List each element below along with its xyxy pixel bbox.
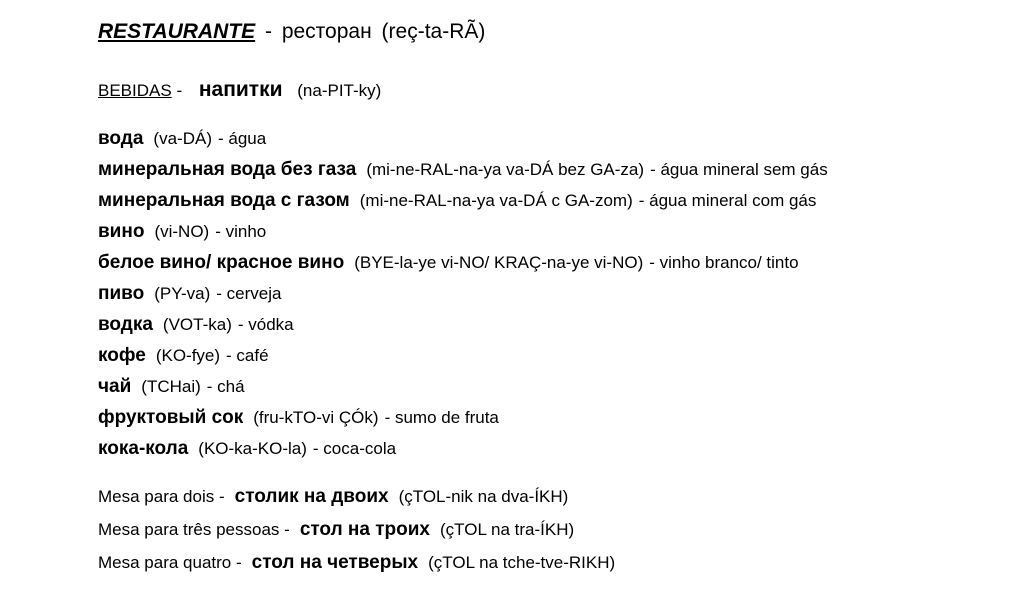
portuguese-translation: - vódka <box>237 315 294 334</box>
portuguese-translation: - água <box>217 129 267 148</box>
transliteration: (KO-ka-KO-la) <box>198 439 307 458</box>
transliteration: (PY-va) <box>154 284 211 303</box>
portuguese-phrase: Mesa para quatro - <box>98 553 242 572</box>
transliteration: (TCHai) <box>141 377 201 396</box>
list-item <box>98 247 828 278</box>
russian-term: фруктовый сок <box>98 407 244 428</box>
russian-term: минеральная вода без газа <box>98 159 357 180</box>
russian-term: водка <box>98 314 153 335</box>
russian-term: вино <box>98 221 145 242</box>
phrase-row <box>98 513 615 546</box>
list-item <box>98 433 828 464</box>
portuguese-translation: - água mineral com gás <box>638 191 817 210</box>
transliteration: (va-DÁ) <box>153 129 212 148</box>
phrase-transliteration: (çTOL-nik na dva-ÍKH) <box>398 487 569 506</box>
russian-phrase: стол на троих <box>299 519 431 540</box>
russian-term: пиво <box>98 283 145 304</box>
list-item <box>98 123 828 154</box>
portuguese-phrase: Mesa para três pessoas - <box>98 520 290 539</box>
list-item <box>98 309 828 340</box>
russian-phrase: столик на двоих <box>234 486 389 507</box>
list-item <box>98 185 828 216</box>
portuguese-translation: - sumo de fruta <box>384 408 499 427</box>
transliteration: (fru-kTO-vi ÇÓk) <box>253 408 379 427</box>
russian-term: минеральная вода с газом <box>98 190 350 211</box>
portuguese-translation: - café <box>226 346 269 365</box>
portuguese-translation: - chá <box>206 377 245 396</box>
portuguese-translation: - vinho <box>215 222 267 241</box>
title-russian: ресторан <box>281 20 372 43</box>
drinks-list <box>98 123 828 464</box>
russian-term: кока-кола <box>98 438 189 459</box>
title-portuguese: RESTAURANTE <box>98 20 256 43</box>
list-item <box>98 371 828 402</box>
list-item <box>98 154 828 185</box>
page-title <box>98 20 489 44</box>
section-heading <box>98 78 381 102</box>
phrase-row <box>98 546 615 579</box>
transliteration: (mi-ne-RAL-na-ya va-DÁ c GA-zom) <box>359 191 633 210</box>
table-phrases <box>98 480 615 579</box>
section-portuguese: BEBIDAS <box>98 81 172 100</box>
phrase-transliteration: (çTOL na tche-tve-RIKH) <box>428 553 616 572</box>
section-dash: - <box>176 81 183 100</box>
list-item <box>98 402 828 433</box>
title-transliteration: (reç-ta-RÃ) <box>381 20 486 43</box>
phrase-row <box>98 480 615 513</box>
portuguese-translation: - água mineral sem gás <box>650 160 828 179</box>
transliteration: (vi-NO) <box>154 222 210 241</box>
russian-phrase: стол на четверых <box>251 552 419 573</box>
portuguese-translation: - vinho branco/ tinto <box>649 253 799 272</box>
transliteration: (VOT-ka) <box>162 315 232 334</box>
section-transliteration: (na-PIT-ky) <box>297 81 382 100</box>
russian-term: кофе <box>98 345 146 366</box>
russian-term: вода <box>98 128 144 149</box>
list-item <box>98 278 828 309</box>
list-item <box>98 340 828 371</box>
transliteration: (BYE-la-ye vi-NO/ KRAÇ-na-ye vi-NO) <box>354 253 644 272</box>
portuguese-translation: - cerveja <box>216 284 282 303</box>
portuguese-translation: - coca-cola <box>312 439 397 458</box>
russian-term: белое вино/ красное вино <box>98 252 345 273</box>
transliteration: (mi-ne-RAL-na-ya va-DÁ bez GA-za) <box>366 160 645 179</box>
phrase-transliteration: (çTOL na tra-ÍKH) <box>440 520 575 539</box>
title-dash: - <box>264 20 272 43</box>
transliteration: (KO-fye) <box>155 346 221 365</box>
list-item <box>98 216 828 247</box>
section-russian: напитки <box>198 78 283 101</box>
russian-term: чай <box>98 376 132 397</box>
portuguese-phrase: Mesa para dois - <box>98 487 225 506</box>
